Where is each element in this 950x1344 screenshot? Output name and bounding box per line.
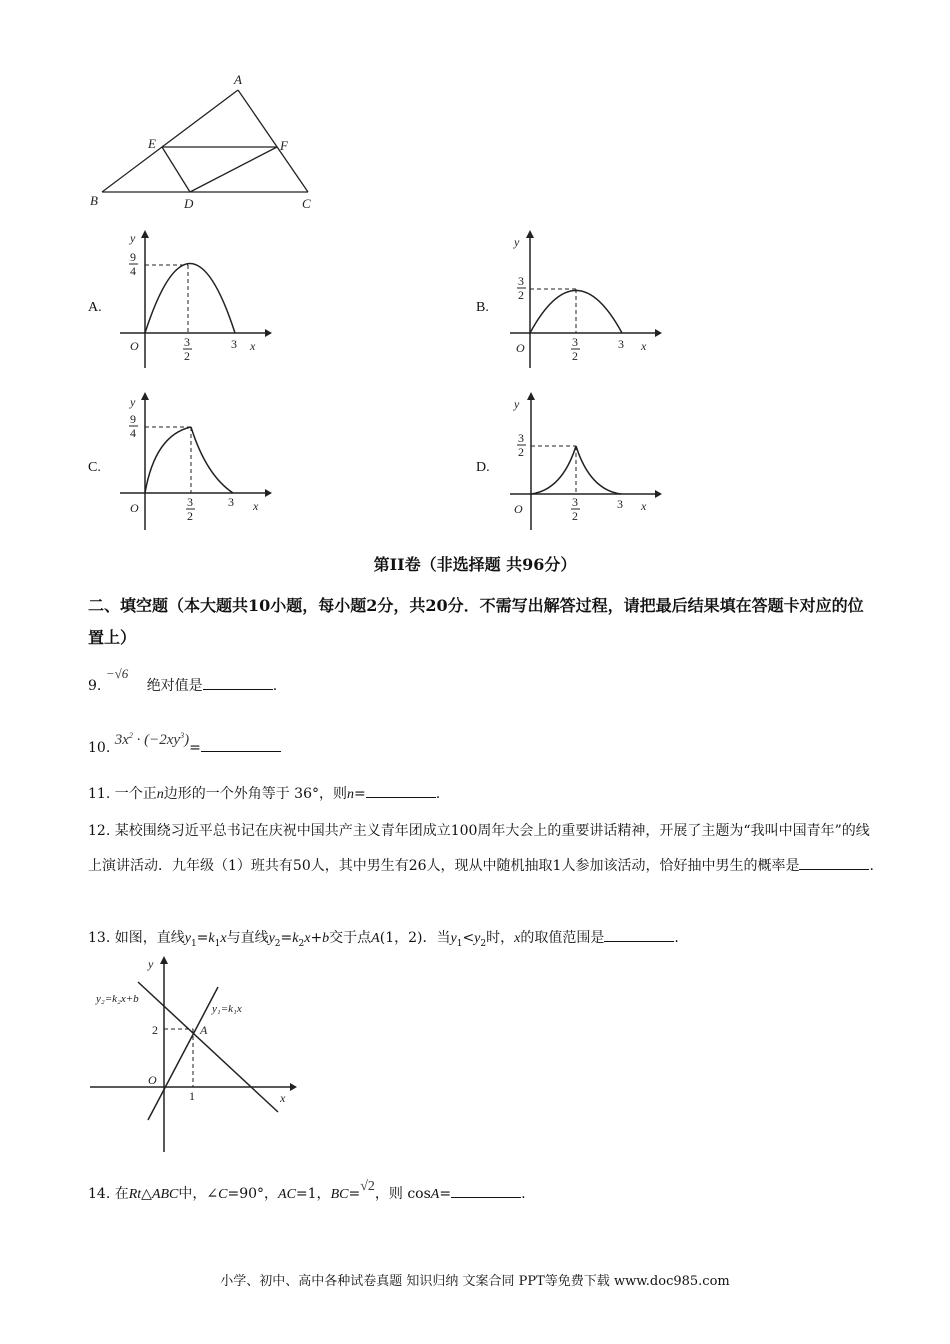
answer-blank[interactable] [799,855,869,870]
minus-sqrt6: −√6 [105,666,129,681]
xmid-num: 3 [572,495,578,509]
ytop-den: 2 [518,445,524,459]
x3: 3 [228,495,234,509]
ytop-den: 2 [518,288,524,302]
answer-blank[interactable] [366,783,436,798]
origin: O [514,502,523,516]
ytop-num: 3 [518,274,524,288]
label-E: E [148,136,156,151]
axis-y: y [514,235,520,249]
origin: O [130,501,139,515]
option-b-label: B. [476,300,489,315]
x3: 3 [617,497,623,511]
sqrt2: √2 [360,1179,375,1194]
ytop-num: 3 [518,431,524,445]
question-13: 13. 如图，直线$y_1=k_1x$与直线$y_2=k_2x+b$交于点A(1，2)．当$y_1<y_2$时，x的取值范围是 . [88,924,878,958]
point-A: A [200,1023,208,1037]
ytop-den: 4 [130,264,136,278]
ytop-num: 9 [130,412,136,426]
question-9: 9. −√6 绝对值是 . [88,666,278,694]
section-title: 第II卷（非选择题 共96分） [373,555,577,574]
axis-y: y [130,395,136,409]
xmid-num: 3 [184,335,190,349]
option-a-graph [110,228,280,373]
label-C: C [302,196,311,211]
q13-line-graph [88,952,308,1157]
axis-y: y [130,231,136,245]
x3: 3 [231,337,237,351]
origin: O [516,341,525,355]
question-14: 14. 在Rt△ABC中，∠C=90°，AC=1，BC=√2，则 cosA= . [88,1179,526,1202]
answer-blank[interactable] [201,737,281,752]
tick-1: 1 [189,1089,195,1103]
question-12: 12. 某校围绕习近平总书记在庆祝中国共产主义青年团成立100周年大会上的重要讲话精神，开展了主题为“我叫中国青年”的线上演讲活动．九年级（1）班共有50人，其中男生有26人，现从中随机抽取1人参加该活动，恰好抽中男生的概率是 . [88,823,874,874]
option-a-label: A. [88,300,102,315]
question-11: 11. 一个正n边形的一个外角等于 36°，则n= . [88,780,878,809]
origin: O [130,339,139,353]
axis-x: x [253,499,259,513]
x3: 3 [618,337,624,351]
triangle-figure [80,70,340,215]
label-B: B [90,193,98,208]
label-F: F [280,138,288,153]
axis-x: x [641,499,647,513]
section2-heading: 二、填空题（本大题共10小题，每小题2分，共20分．不需写出解答过程，请把最后结果填在答题卡对应的位置上） [88,596,864,647]
label-A: A [234,72,242,87]
xmid-den: 2 [572,349,578,363]
footer: 小学、初中、高中各种试卷真题 知识归纳 文案合同 PPT等免费下载 www.doc985.com [220,1274,730,1289]
axis-y: y [148,957,154,971]
xmid-num: 3 [187,495,193,509]
option-d-graph [500,390,670,535]
option-d-label: D. [476,460,490,475]
option-c-label: C. [88,460,101,475]
axis-x: x [280,1091,286,1105]
xmid-den: 2 [187,509,193,523]
option-c-graph [110,390,280,535]
axis-x: x [641,339,647,353]
line2-label: y₂=k₂x+b [96,993,139,1005]
tick-2: 2 [152,1023,158,1037]
axis-y: y [514,397,520,411]
origin: O [148,1073,157,1087]
label-D: D [184,196,194,211]
xmid-num: 3 [572,335,578,349]
xmid-den: 2 [572,509,578,523]
option-b-graph [500,228,670,373]
ytop-den: 4 [130,426,136,440]
axis-x: x [250,339,256,353]
answer-blank[interactable] [604,927,674,942]
xmid-den: 2 [184,349,190,363]
line1-label: y₁=k₁x [212,1003,242,1015]
expression: $3x^2 \cdot (-2xy^3)$ [114,731,190,748]
question-10: 10. $3x^2 \cdot (-2xy^3)=$ [88,730,878,762]
answer-blank[interactable] [203,675,273,690]
ytop-num: 9 [130,250,136,264]
answer-blank[interactable] [451,1183,521,1198]
